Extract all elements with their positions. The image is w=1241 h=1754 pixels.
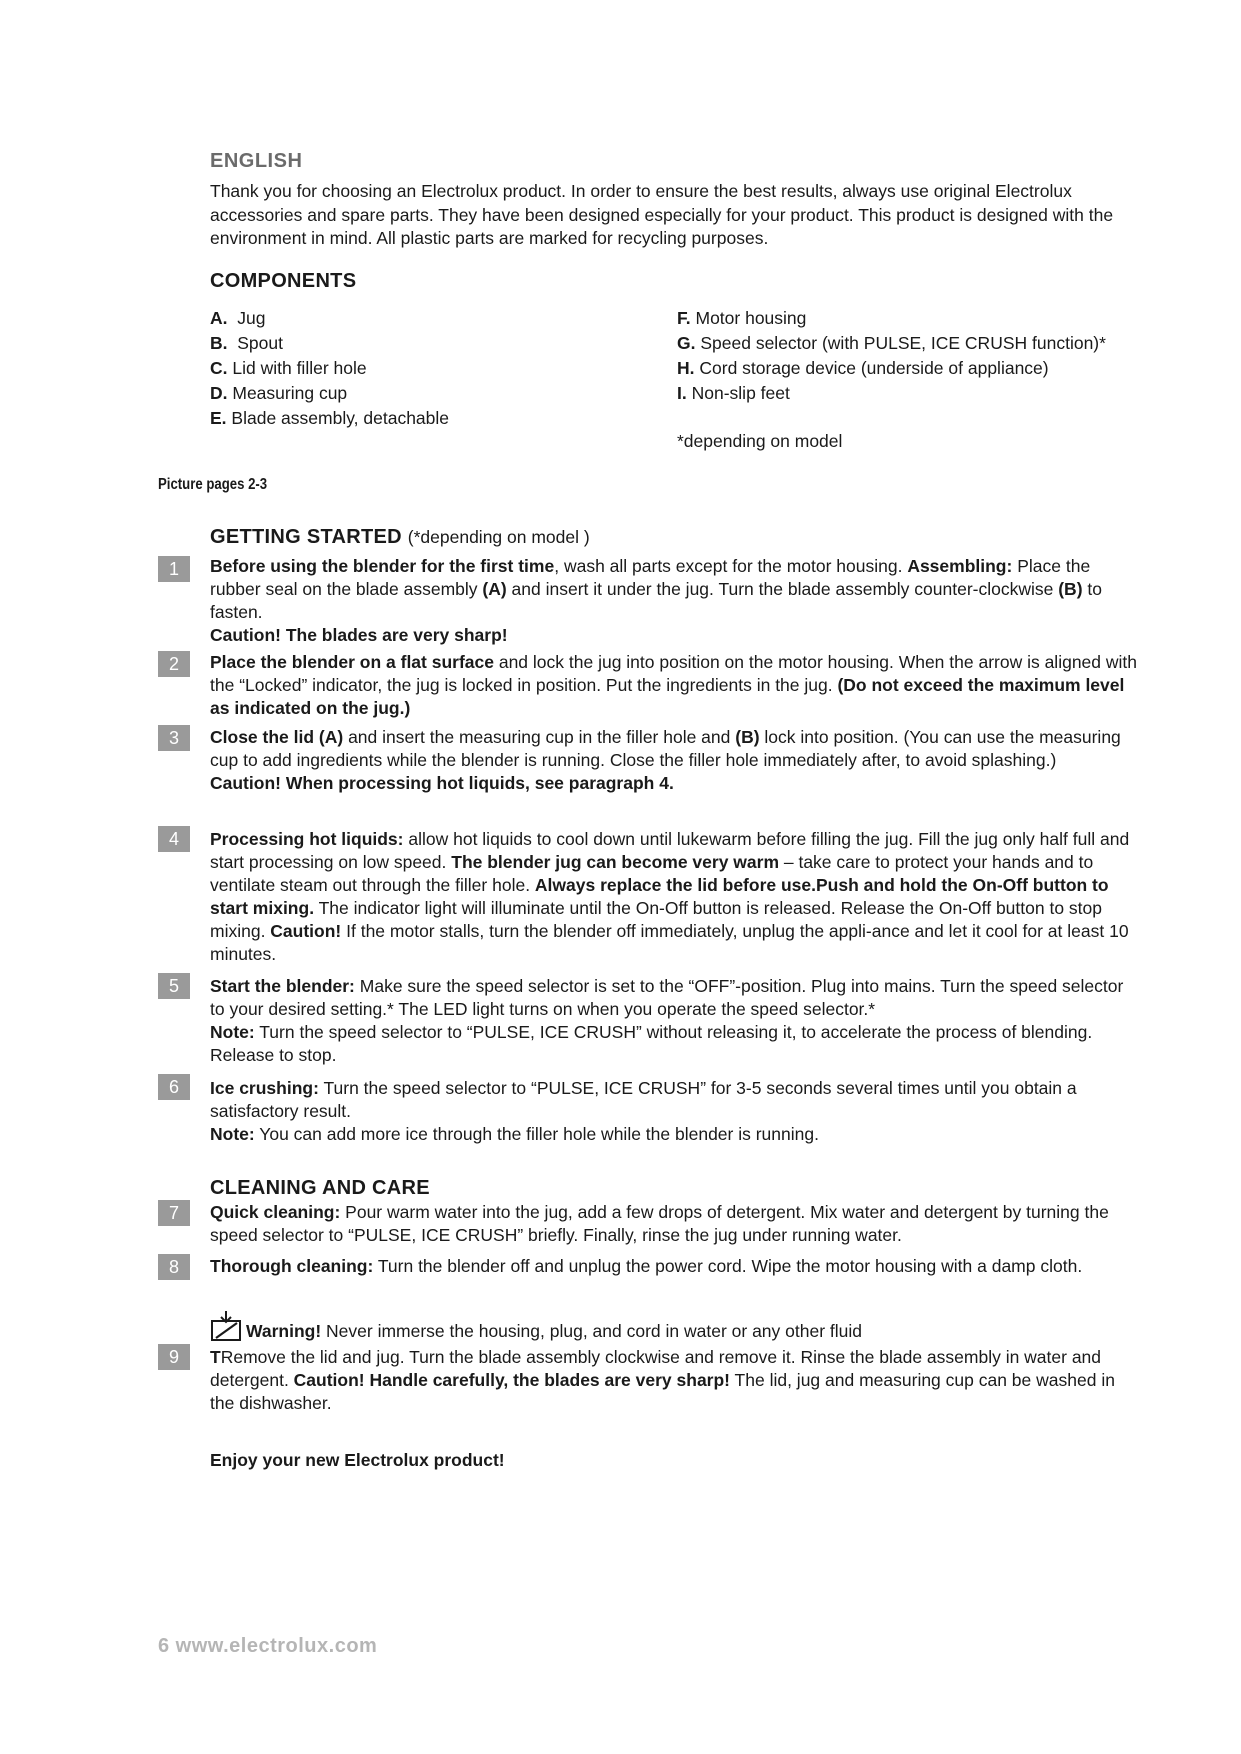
step-number-badge: 1 xyxy=(158,556,190,582)
component-item: A. Jug xyxy=(210,308,266,328)
step-number-badge: 6 xyxy=(158,1074,190,1100)
step-9-text: TRemove the lid and jug. Turn the blade assembly clockwise and remove it. Rinse the blade assembly in water and detergent. Caution! Handle carefully, the blades are very sharp! The lid, jug and measuring cup can be washed in the dishwasher. xyxy=(210,1347,1115,1413)
step-7-text: Quick cleaning: Pour warm water into the jug, add a few drops of detergent. Mix water and detergent by turning the speed selector to “PULSE, ICE CRUSH” briefly. Finally, rinse the jug under running water. xyxy=(210,1202,1109,1245)
step-1-text: Before using the blender for the first time, wash all parts except for the motor housing. Assembling: Place the rubber seal on the blade assembly (A) and insert it under the jug. Turn the blade assembly counter-clockwise (B) to fasten. Caution! The blades are very sharp! xyxy=(210,556,1102,645)
model-footnote: *depending on model xyxy=(677,431,843,451)
no-immerse-icon xyxy=(210,1310,242,1342)
step-number-badge: 7 xyxy=(158,1200,190,1226)
step-number-badge: 3 xyxy=(158,725,190,751)
intro-paragraph: Thank you for choosing an Electrolux product. In order to ensure the best results, always use original Electrolux accessories and spare parts. They have been designed especially for your product. This product is designed with the environment in mind. All plastic parts are marked for recycling purposes. xyxy=(210,181,1114,248)
components-list-left xyxy=(210,306,449,431)
step-number-badge: 4 xyxy=(158,826,190,852)
component-item: B. Spout xyxy=(210,333,283,353)
component-item: F. Motor housing xyxy=(677,308,807,328)
cleaning-heading: CLEANING AND CARE xyxy=(210,1177,430,1199)
step-number-badge: 8 xyxy=(158,1254,190,1280)
component-item: D. Measuring cup xyxy=(210,383,348,403)
step-5-text: Start the blender: Make sure the speed selector is set to the “OFF”-position. Plug into mains. Turn the speed selector to your desired setting.* The LED light turns on when you operate the speed selector.* Note: Turn the speed selector to “PULSE, ICE CRUSH” without releasing it, to accelerate the process of blending. Release to stop. xyxy=(210,976,1124,1065)
step-number-badge: 5 xyxy=(158,973,190,999)
step-number-badge: 9 xyxy=(158,1344,190,1370)
step-4-text: Processing hot liquids: allow hot liquids to cool down until lukewarm before filling the jug. Fill the jug only half full and start processing on low speed. The blender jug can become very warm – take care to protect your hands and to ventilate steam out through the filler hole. Always replace the lid before use.Push and hold the On-Off button to start mixing. The indicator light will illuminate until the On-Off button is released. Release the On-Off button to stop mixing. Caution! If the motor stalls, turn the blender off immediately, unplug the appli-ance and let it cool for at least 10 minutes. xyxy=(210,829,1130,964)
step-2-text: Place the blender on a flat surface and lock the jug into position on the motor housing. When the arrow is aligned with the “Locked” indicator, the jug is locked in position. Put the ingredients in the jug. (Do not exceed the maximum level as indicated on the jug.) xyxy=(210,652,1137,718)
component-item: E. Blade assembly, detachable xyxy=(210,408,450,428)
picture-pages-label: Picture pages 2-3 xyxy=(158,476,268,493)
language-heading: ENGLISH xyxy=(210,150,303,172)
getting-started-heading: GETTING STARTED (*depending on model ) xyxy=(210,526,590,548)
step-3-text: Close the lid (A) and insert the measuring cup in the filler hole and (B) lock into position. (You can use the measuring cup to add ingredients while the blender is running. Close the filler hole immediately after, to avoid splashing.) Caution! When processing hot liquids, see paragraph 4. xyxy=(210,727,1121,793)
component-item: H. Cord storage device (underside of appliance) xyxy=(677,358,1049,378)
components-heading: COMPONENTS xyxy=(210,270,357,292)
components-list-right xyxy=(677,306,1106,406)
closing-message: Enjoy your new Electrolux product! xyxy=(210,1450,505,1470)
step-8-text: Thorough cleaning: Turn the blender off and unplug the power cord. Wipe the motor housing with a damp cloth. xyxy=(210,1256,1083,1276)
page-footer: 6 www.electrolux.com xyxy=(158,1635,378,1657)
warning-line: Warning! Never immerse the housing, plug, and cord in water or any other fluid xyxy=(210,1310,862,1342)
component-item: I. Non-slip feet xyxy=(677,383,790,403)
step-number-badge: 2 xyxy=(158,651,190,677)
step-6-text: Ice crushing: Turn the speed selector to “PULSE, ICE CRUSH” for 3-5 seconds several times until you obtain a satisfactory result. Note: You can add more ice through the filler hole while the blender is running. xyxy=(210,1078,1077,1144)
component-item: G. Speed selector (with PULSE, ICE CRUSH function)* xyxy=(677,333,1106,353)
component-item: C. Lid with filler hole xyxy=(210,358,367,378)
